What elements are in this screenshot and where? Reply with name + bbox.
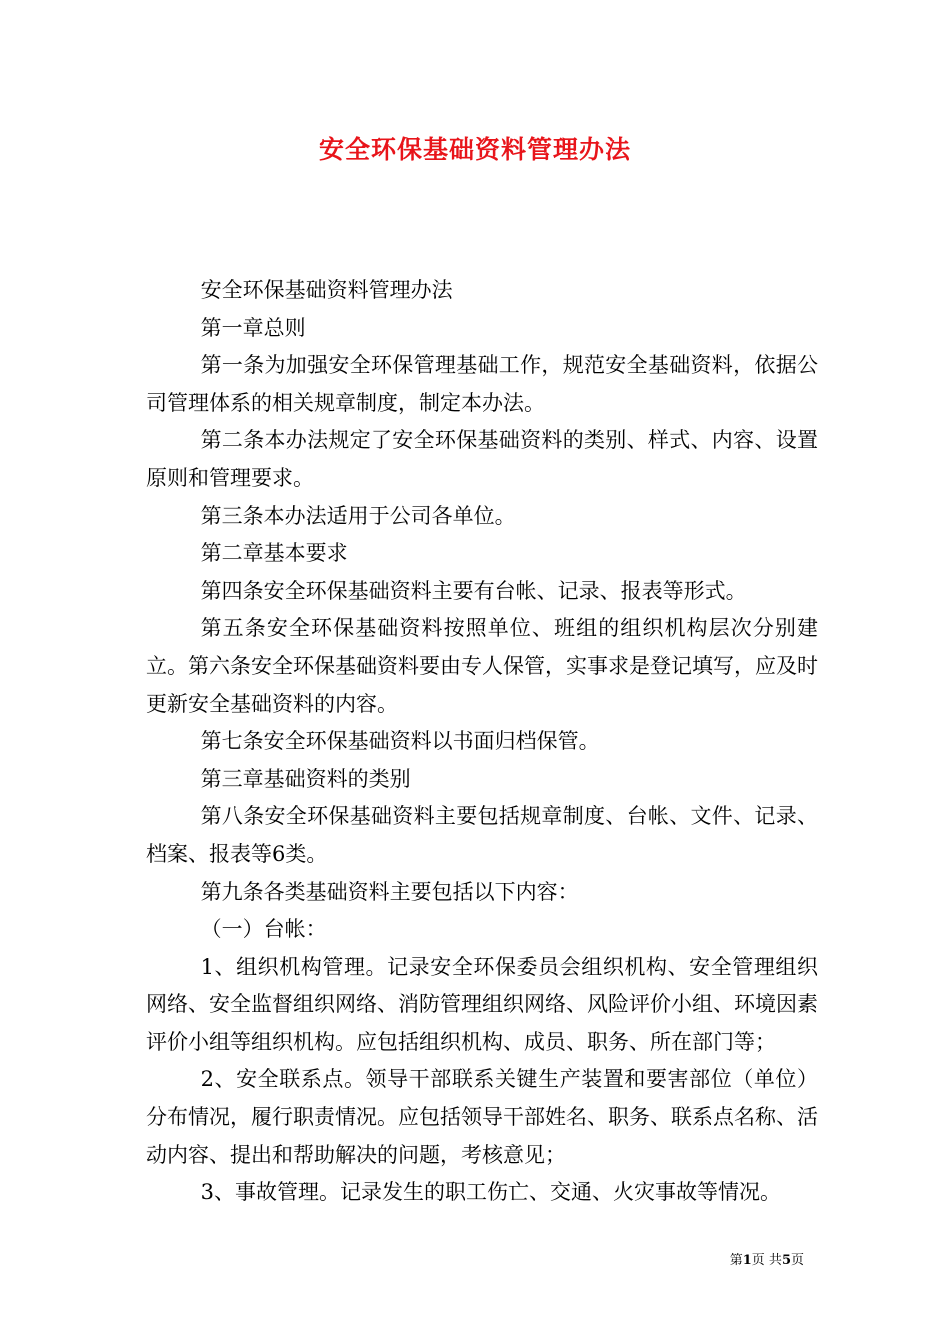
paragraph: 第二章基本要求	[200, 541, 348, 566]
paragraph: 第五条安全环保基础资料按照单位、班组的组织机构层次分别建立。第六条安全环保基础资料要由专人保管，实事求是登记填写，应及时更新安全基础资料的内容。	[146, 616, 818, 716]
paragraph: 第九条各类基础资料主要包括以下内容：	[200, 879, 579, 904]
paragraph: 第三章基础资料的类别	[200, 766, 411, 791]
total-pages: 5	[781, 1253, 791, 1268]
paragraph: 第四条安全环保基础资料主要有台帐、记录、报表等形式。	[200, 578, 747, 603]
current-page: 1	[742, 1253, 752, 1268]
paragraph: （一）台帐：	[200, 917, 327, 942]
paragraph: 第七条安全环保基础资料以书面归档保管。	[200, 729, 600, 754]
page-number-footer	[730, 1249, 804, 1268]
paragraph: 2、安全联系点。领导干部联系关键生产装置和要害部位（单位）分布情况，履行职责情况。应包括领导干部姓名、职务、联系点名称、活动内容、提出和帮助解决的问题，考核意见；	[146, 1067, 818, 1167]
document-body	[146, 272, 818, 1212]
paragraph: 第三条本办法适用于公司各单位。	[200, 503, 516, 528]
document-title: 安全环保基础资料管理办法	[318, 135, 631, 164]
paragraph: 第一章总则	[200, 315, 306, 340]
paragraph: 3、事故管理。记录发生的职工伤亡、交通、火灾事故等情况。	[200, 1180, 781, 1205]
paragraph: 第一条为加强安全环保管理基础工作，规范安全基础资料，依据公司管理体系的相关规章制度，制定本办法。	[146, 353, 818, 415]
page-middle: 页 共	[751, 1253, 782, 1268]
paragraph: 1、组织机构管理。记录安全环保委员会组织机构、安全管理组织网络、安全监督组织网络、消防管理组织网络、风险评价小组、环境因素评价小组等组织机构。应包括组织机构、成员、职务、所在部门等；	[146, 954, 818, 1054]
page-suffix: 页	[790, 1253, 804, 1268]
paragraph: 第二条本办法规定了安全环保基础资料的类别、样式、内容、设置原则和管理要求。	[146, 428, 818, 490]
page-prefix: 第	[729, 1253, 743, 1268]
paragraph: 第八条安全环保基础资料主要包括规章制度、台帐、文件、记录、档案、报表等6类。	[146, 804, 818, 866]
paragraph: 安全环保基础资料管理办法	[200, 278, 453, 302]
